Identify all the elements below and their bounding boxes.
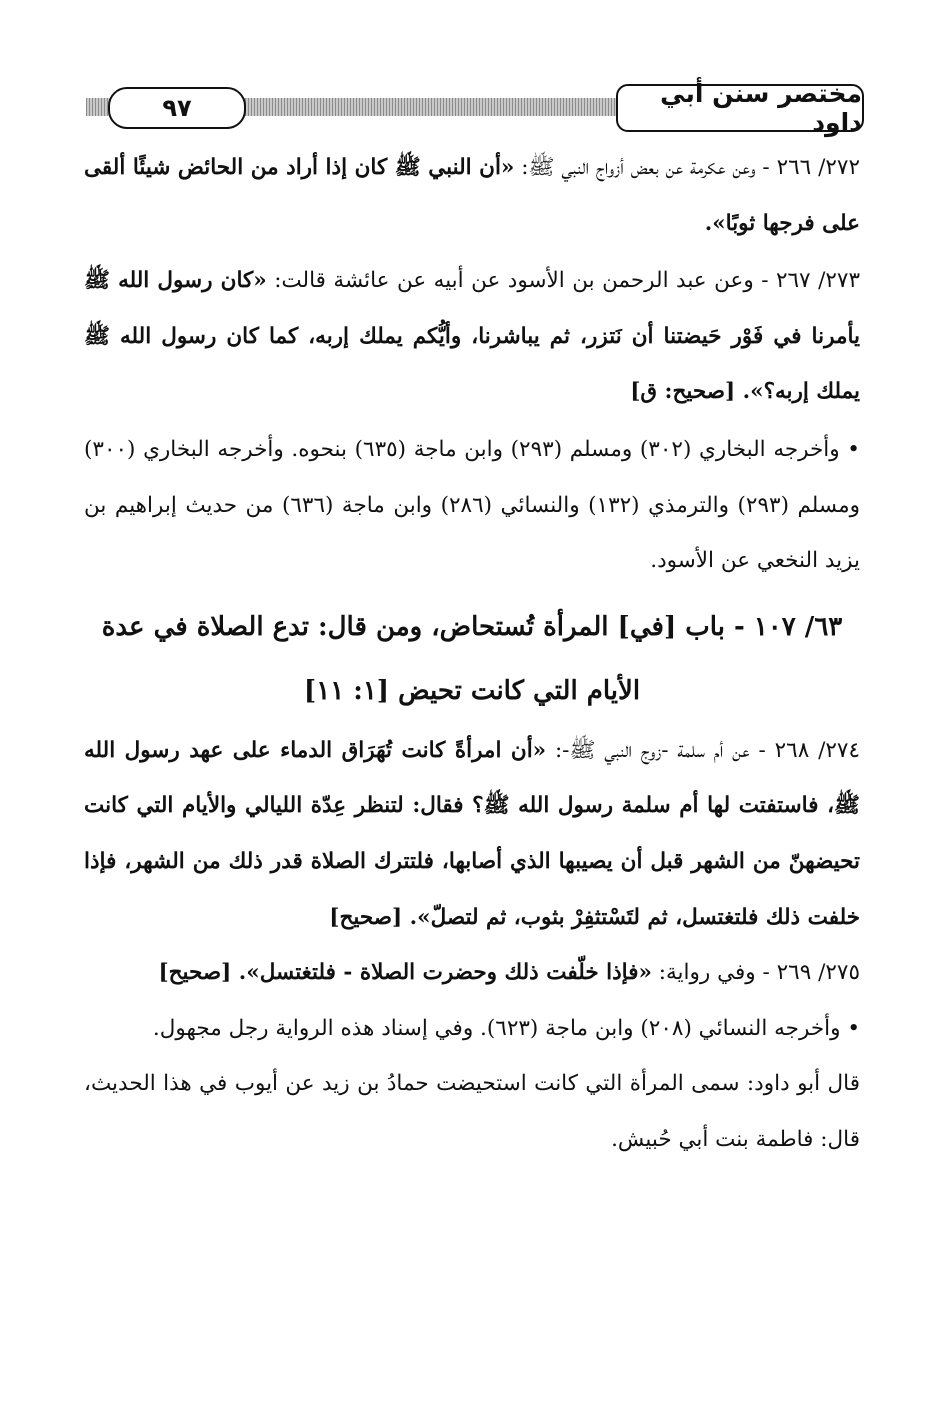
hadith-grade: . [صحيح] (158, 960, 247, 986)
chapter-heading (84, 595, 860, 723)
hadith-number: ٢٧٤/ ٢٦٨ - (749, 737, 860, 763)
hadith-matn: «فإذا خلّفت ذلك وحضرت الصلاة - فلتغتسل» (246, 960, 652, 986)
hadith-grade: . [صحيح] (329, 904, 418, 930)
chapter-number: ٦٣/ ١٠٧ - (724, 611, 843, 642)
hadith-isnad: عن أم سلمة -زوج النبي ﷺ-: (546, 737, 750, 763)
hadith-number: ٢٧٥/ ٢٦٩ - (755, 960, 860, 986)
hadith-isnad: وعن عكرمة عن بعض أزواج النبي ﷺ: (514, 155, 756, 180)
hadith-267 (84, 253, 860, 420)
hadith-matn: «كان رسول الله ﷺ يأمرنا في فَوْر حَيضتنا أن نَتزر، ثم يباشرنا، وأيُّكم يملك إربه، كما كان رسول الله ﷺ يملك إربه؟» (84, 268, 860, 405)
hadith-matn: «أن النبي ﷺ كان إذا أراد من الحائض شيئًا ألقى على فرجها ثوبًا». (84, 155, 860, 236)
book-title: مختصر سنن أبي داود (616, 84, 864, 132)
hadith-269 (84, 945, 860, 1001)
hadith-isnad: وفي رواية: (651, 960, 756, 986)
takhrij-note-2: • وأخرجه النسائي (٢٠٨) وابن ماجة (٦٢٣). وفي إسناد هذه الرواية رجل مجهول. (152, 1015, 860, 1041)
abu-dawud-note: قال أبو داود: سمى المرأة التي كانت استحيضت حمادُ بن زيد عن أيوب في هذا الحديث، قال: فاطمة بنت أبي حُبيش. (84, 1071, 860, 1152)
chapter-title: باب [في] المرأة تُستحاض، ومن قال: تدع الصلاة في عدة الأيام التي كانت تحيض [١: ١١] (101, 611, 725, 706)
hadith-268 (84, 723, 860, 945)
hadith-number: ٢٧٢/ ٢٦٦ - (755, 155, 861, 180)
hadith-isnad: وعن عبد الرحمن بن الأسود عن أبيه عن عائشة قالت: (266, 268, 754, 294)
page-number: ٩٧ (108, 87, 246, 129)
takhrij-note-1: • وأخرجه البخاري (٣٠٢) ومسلم (٢٩٣) وابن ماجة (٦٣٥) بنحوه. وأخرجه البخاري (٣٠٠) ومسلم (٢٩٣) والترمذي (١٣٢) والنسائي (٢٨٦) وابن ماجة (٦٣٦) من حديث إبراهيم بن يزيد النخعي عن الأسود. (84, 436, 860, 574)
hadith-266 (84, 140, 860, 251)
hadith-grade: . [صحيح: ق] (630, 379, 751, 405)
running-header (86, 79, 864, 137)
page-content (84, 140, 860, 1168)
hadith-matn: «أن امرأةً كانت تُهَرَاق الدماء على عهد رسول الله ﷺ، فاستفتت لها أم سلمة رسول الله ﷺ؟ فقال: لتنظر عِدّة الليالي والأيام التي كانت تحيضهنّ من الشهر قبل أن يصيبها الذي أصابها، فلتترك الصلاة قدر ذلك من الشهر، فإذا خلفت ذلك فلتغتسل، ثم لتَسْتثفِرْ بثوب، ثم لتصلّ» (84, 737, 860, 930)
hadith-number: ٢٧٣/ ٢٦٧ - (753, 268, 860, 294)
